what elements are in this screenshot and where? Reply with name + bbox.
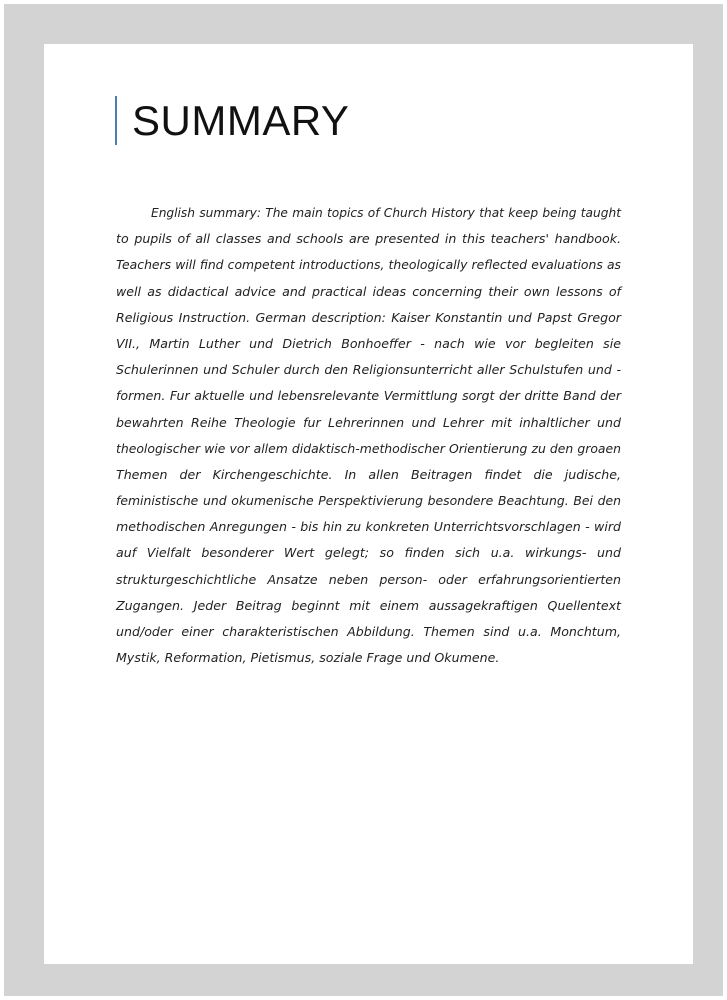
- paragraph-line: formen. Fur aktuelle und lebensrelevante Vermittlung sorgt der dritte Band der: [116, 388, 621, 404]
- page-frame: [4, 4, 723, 996]
- paragraph-line: Teachers will find competent introductions, theologically reflected evaluations as: [116, 257, 621, 273]
- paragraph-line: English summary: The main topics of Church History that keep being taught: [151, 206, 621, 220]
- paragraph-line: Schulerinnen und Schuler durch den Religionsunterricht aller Schulstufen und -: [116, 362, 621, 378]
- paragraph-line: Religious Instruction. German description: Kaiser Konstantin und Papst Gregor: [116, 309, 621, 325]
- paragraph-line: auf Vielfalt besonderer Wert gelegt; so finden sich u.a. wirkungs- und: [116, 545, 621, 561]
- paragraph-line: to pupils of all classes and schools are presented in this teachers' handbook.: [116, 231, 621, 247]
- paragraph-line: methodischen Anregungen - bis hin zu konkreten Unterrichtsvorschlagen - wird: [116, 519, 621, 535]
- paragraph-line: Themen der Kirchengeschichte. In allen Beitragen findet die judische,: [116, 466, 621, 482]
- paragraph-line: strukturgeschichtliche Ansatze neben person- oder erfahrungsorientierten: [116, 571, 621, 587]
- document-page: [44, 44, 693, 964]
- paragraph-line: feministische und okumenische Perspektivierung besondere Beachtung. Bei den: [116, 493, 621, 509]
- paragraph-line: Zugangen. Jeder Beitrag beginnt mit einem aussagekraftigen Quellentext: [116, 597, 621, 613]
- heading-accent-bar: [115, 96, 117, 145]
- paragraph-line: bewahrten Reihe Theologie fur Lehrerinnen und Lehrer mit inhaltlicher und: [116, 414, 621, 430]
- summary-paragraph: [116, 200, 621, 671]
- paragraph-line: und/oder einer charakteristischen Abbildung. Themen sind u.a. Monchtum,: [116, 624, 621, 639]
- paragraph-line: theologischer wie vor allem didaktisch-methodischer Orientierung zu den groaen: [116, 440, 621, 456]
- page-title: SUMMARY: [132, 97, 350, 144]
- paragraph-line: Mystik, Reformation, Pietismus, soziale Frage und Okumene.: [116, 650, 500, 666]
- paragraph-line: VII., Martin Luther und Dietrich Bonhoeffer - nach wie vor begleiten sie: [116, 335, 621, 351]
- paragraph-line: well as didactical advice and practical ideas concerning their own lessons of: [116, 283, 621, 299]
